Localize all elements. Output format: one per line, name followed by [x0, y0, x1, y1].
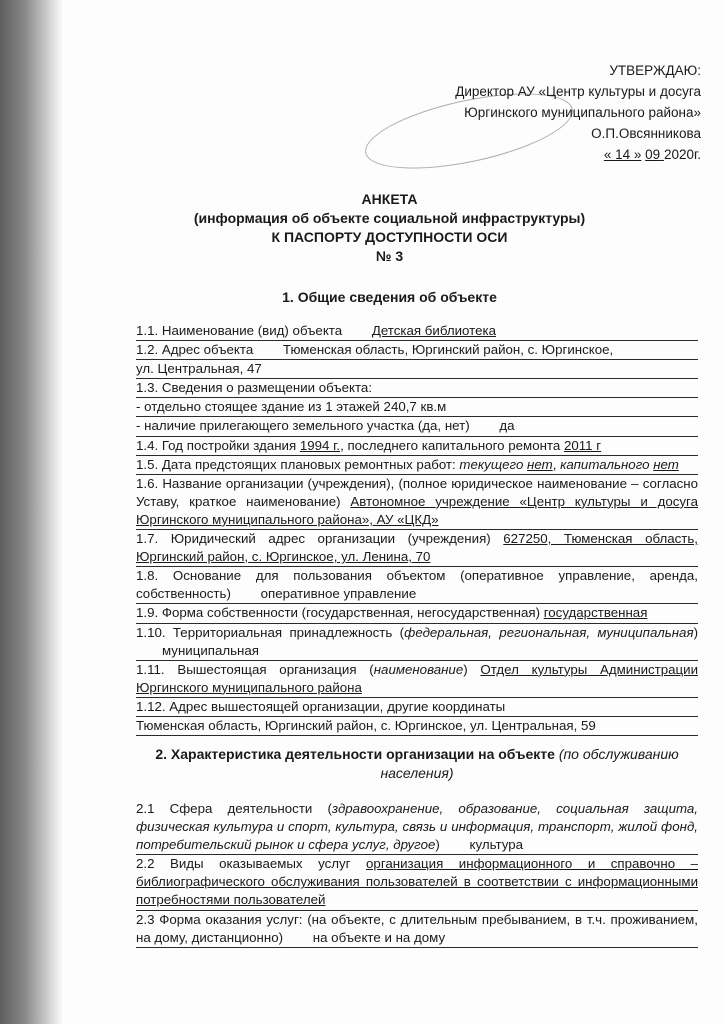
title-line4: № 3 [375, 248, 404, 264]
value-1-5-capital: нет [653, 456, 679, 472]
title-line2: (информация об объекте социальной инфраструктуры) [193, 210, 586, 226]
value-1-6: Автономное учреждение «Центр культуры и досуга Юргинского муниципального района», АУ «ЦКД» [136, 493, 698, 527]
field-1-11: 1.11. Вышестоящая организация (наименование) Отдел культуры Администрации Юргинского муниципального района [136, 661, 698, 698]
value-1-3b: да [499, 418, 515, 434]
title-line1: АНКЕТА [361, 191, 418, 207]
field-1-2: 1.2. Адрес объекта Тюменская область, Юргинский район, с. Юргинское, [136, 341, 698, 360]
field-1-10: 1.10. Территориальная принадлежность (федеральная, региональная, муниципальная) муниципальная [136, 624, 698, 661]
approval-signer-line [401, 123, 701, 144]
field-2-1: 2.1 Сфера деятельности (здравоохранение, образование, социальная защита, физическая культура и спорт, культура, связь и информация, транспорт, жилой фонд, потребительский рынок и сфера услуг, другое) культура [136, 800, 698, 855]
section1-body [136, 322, 698, 736]
field-1-2b [136, 360, 698, 379]
approval-line2: Юргинского муниципального района» [464, 105, 701, 120]
approval-year: 2020г. [663, 147, 701, 162]
section2-body [136, 800, 698, 948]
value-2-2: организация информационного и справочно – библиографического обслуживания пользователей в соответствии с информационными потребностями пользователей [136, 856, 698, 908]
field-1-3a: - отдельно стоящее здание из 1 этажей 240,7 кв.м [136, 398, 698, 417]
approval-heading: УТВЕРЖДАЮ: [609, 63, 701, 78]
field-1-4: 1.4. Год постройки здания 1994 г., последнего капитального ремонта 2011 г [136, 437, 698, 456]
field-1-1: 1.1. Наименование (вид) объекта Детская библиотека [136, 322, 698, 341]
field-1-12: 1.12. Адрес вышестоящей организации, другие координаты [136, 698, 698, 717]
field-2-2: 2.2 Виды оказываемых услуг организация информационного и справочно – библиографического обслуживания пользователей в соответствии с информационными потребностями пользователей [136, 855, 698, 910]
value-1-8: оперативное управление [260, 586, 417, 602]
field-1-6: 1.6. Название организации (учреждения), (полное юридическое наименование – согласно Уставу, краткое наименование) Автономное учреждение «Центр культуры и досуга Юргинского муниципального района», АУ «ЦКД» [136, 475, 698, 530]
field-1-3b: - наличие прилегающего земельного участка (да, нет) да [136, 417, 698, 436]
value-1-12: Тюменская область, Юргинский район, с. Юргинское, ул. Центральная, 59 [136, 717, 596, 733]
approval-block [401, 60, 701, 165]
field-2-3: 2.3 Форма оказания услуг: (на объекте, с длительным пребыванием, в т.ч. проживанием, на дому, дистанционно) на объекте и на дому [136, 911, 698, 948]
field-1-9: 1.9. Форма собственности (государственная, негосударственная) государственная [136, 604, 698, 623]
value-1-5-current: нет [527, 456, 553, 472]
document-title [64, 190, 715, 266]
value-1-2b: ул. Центральная, 47 [136, 361, 262, 377]
value-2-3: на объекте и на дому [312, 929, 446, 945]
title-line3: К ПАСПОРТУ ДОСТУПНОСТИ ОСИ [271, 229, 508, 245]
section2-heading: 2. Характеристика деятельности организации на объекте (по обслуживанию населения) [155, 746, 679, 781]
approval-signer: О.П.Овсянникова [591, 126, 701, 141]
field-1-12b [136, 717, 698, 736]
section2-heading-hint: (по обслуживанию населения) [380, 746, 679, 781]
value-1-3a: 1 этажей 240,7 кв.м [325, 399, 447, 415]
section1-heading: 1. Общие сведения об объекте [282, 289, 497, 305]
value-1-11: Отдел культуры Администрации Юргинского муниципального района [136, 661, 698, 695]
field-1-7: 1.7. Юридический адрес организации (учреждения) 627250, Тюменская область, Юргинский район, с. Юргинское, ул. Ленина, 70 [136, 530, 698, 567]
value-1-9: государственная [543, 605, 648, 621]
value-1-10: муниципальная [162, 642, 259, 658]
value-1-7: 627250, Тюменская область, Юргинский район, с. Юргинское, ул. Ленина, 70 [136, 531, 699, 565]
scan-binding-shadow [0, 0, 64, 1024]
value-1-4-repair: 2011 г [563, 437, 602, 453]
field-1-8: 1.8. Основание для пользования объектом (оперативное управление, аренда, собственность) оперативное управление [136, 567, 698, 604]
field-1-5: 1.5. Дата предстоящих плановых ремонтных работ: текущего нет, капитального нет [136, 456, 698, 475]
approval-line1: Директор АУ «Центр культуры и досуга [455, 84, 701, 99]
approval-day: « 14 » [603, 147, 642, 162]
value-2-1: культура [469, 837, 523, 853]
value-1-1: Детская библиотека [371, 323, 496, 338]
value-1-2: Тюменская область, Юргинский район, с. Юргинское, [282, 342, 614, 358]
approval-date [401, 144, 701, 165]
approval-month: 09 [645, 147, 661, 162]
value-1-4-built: 1994 г. [299, 437, 341, 453]
field-1-3: 1.3. Сведения о размещении объекта: [136, 379, 698, 398]
